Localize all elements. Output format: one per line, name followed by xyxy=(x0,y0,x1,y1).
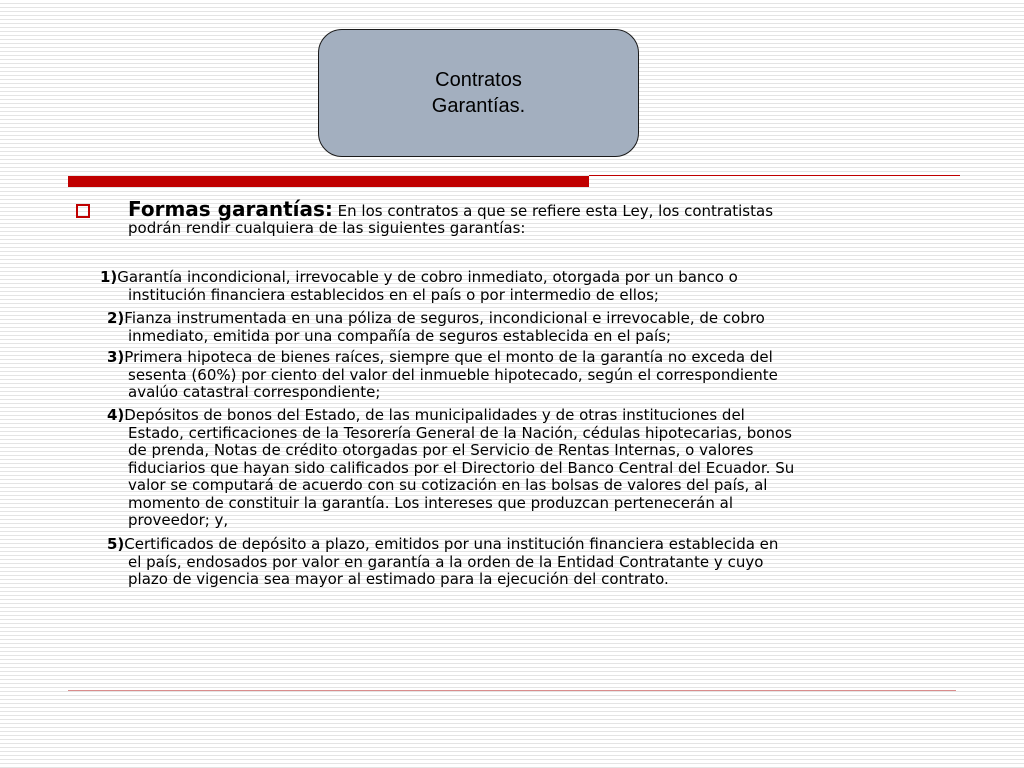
item-line: Primera hipoteca de bienes raíces, siempre que el monto de la garantía no exceda del xyxy=(124,348,773,366)
item-line: Depósitos de bonos del Estado, de las municipalidades y de otras instituciones del xyxy=(124,406,745,424)
item-number: 5) xyxy=(107,535,125,553)
item-line: de prenda, Notas de crédito otorgadas por el Servicio de Rentas Internas, o valores xyxy=(128,441,754,459)
list-item-1 xyxy=(100,269,940,304)
item-line: valor se computará de acuerdo con su cotización en las bolsas de valores del país, al xyxy=(128,476,768,494)
list-item-5 xyxy=(107,536,947,589)
item-line: plazo de vigencia sea mayor al estimado para la ejecución del contrato. xyxy=(128,570,669,588)
item-line: proveedor; y, xyxy=(128,511,229,529)
item-line: avalúo catastral correspondiente; xyxy=(128,383,381,401)
item-line: Certificados de depósito a plazo, emitidos por una institución financiera establecida en xyxy=(124,535,779,553)
lead-text-line-1: En los contratos a que se refiere esta Ley, los contratistas xyxy=(337,202,774,220)
list-item-3 xyxy=(107,349,947,402)
square-bullet-icon xyxy=(76,204,90,218)
item-line: institución financiera establecidos en el país o por intermedio de ellos; xyxy=(128,285,659,304)
item-number: 1) xyxy=(100,268,118,286)
list-item-4 xyxy=(107,407,947,530)
item-number: 3) xyxy=(107,348,125,366)
header-rule-thin xyxy=(589,175,960,176)
item-line: Estado, certificaciones de la Tesorería General de la Nación, cédulas hipotecarias, bonos xyxy=(128,423,792,442)
slide-title-box xyxy=(318,29,639,157)
item-number: 2) xyxy=(107,309,125,327)
header-rule-thick xyxy=(68,176,589,187)
item-line: el país, endosados por valor en garantía a la orden de la Entidad Contratante y cuyo xyxy=(128,552,764,571)
lead-paragraph xyxy=(128,197,948,237)
item-line: fiduciarios que hayan sido calificados por el Directorio del Banco Central del Ecuador. Su xyxy=(128,458,795,477)
title-line-2: Garantías. xyxy=(431,95,526,117)
lead-term: Formas garantías: xyxy=(128,197,333,221)
item-line: inmediato, emitida por una compañía de seguros establecida en el país; xyxy=(128,326,672,345)
item-line: Garantía incondicional, irrevocable y de cobro inmediato, otorgada por un banco o xyxy=(117,268,738,286)
item-number: 4) xyxy=(107,406,125,424)
title-line-1: Contratos xyxy=(435,69,522,91)
footer-rule xyxy=(68,690,956,691)
lead-text-line-2: podrán rendir cualquiera de las siguientes garantías: xyxy=(128,219,526,237)
item-line: Fianza instrumentada en una póliza de seguros, incondicional e irrevocable, de cobro xyxy=(124,309,765,327)
item-line: momento de constituir la garantía. Los intereses que produzcan pertenecerán al xyxy=(128,493,733,512)
list-item-2 xyxy=(107,310,947,345)
item-line: sesenta (60%) por ciento del valor del inmueble hipotecado, según el correspondiente xyxy=(128,365,778,384)
